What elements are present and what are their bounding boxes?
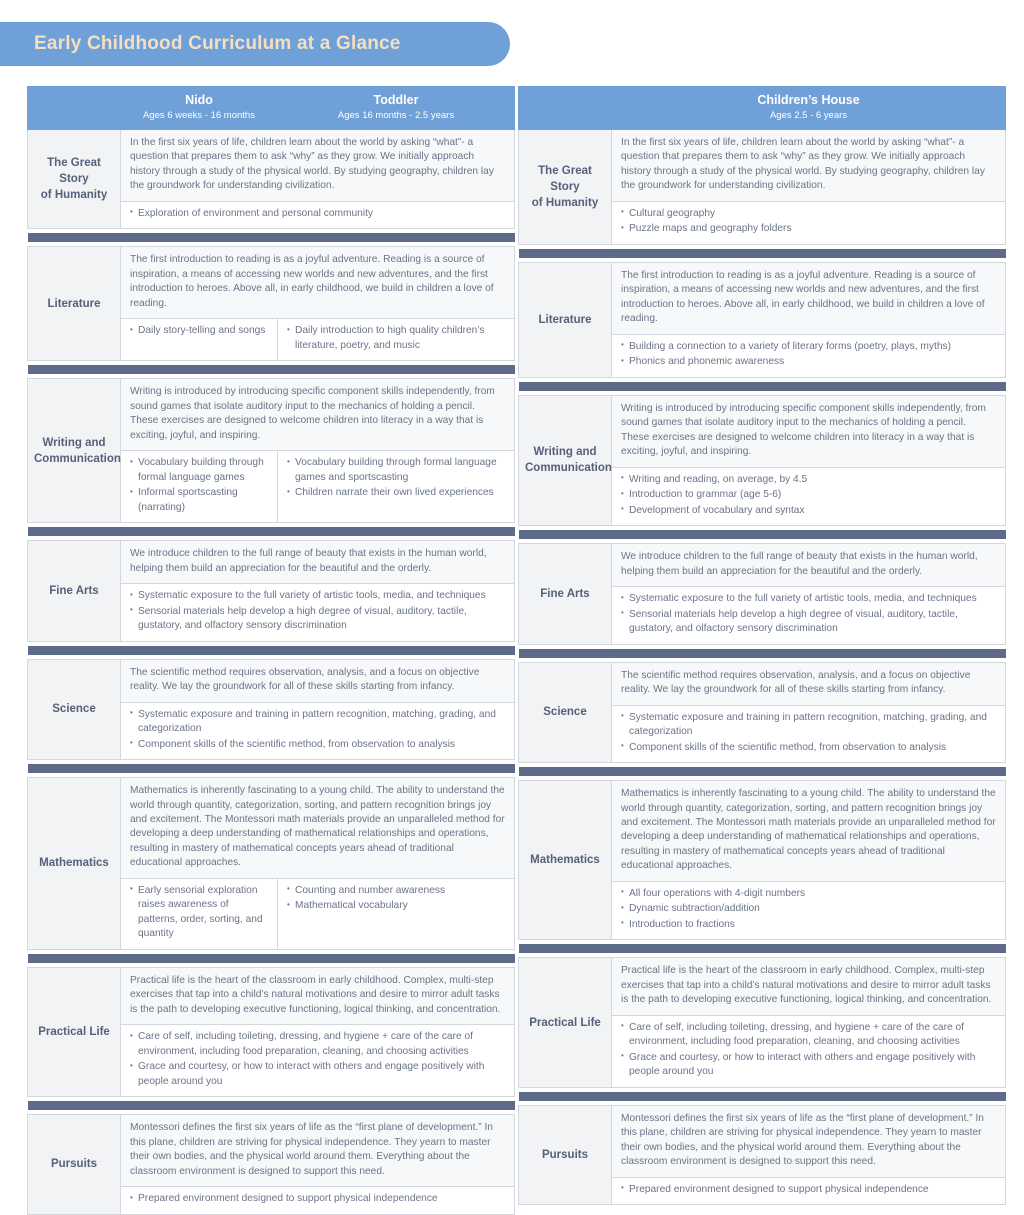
table-row — [519, 262, 1006, 334]
separator-bar — [28, 1101, 515, 1110]
table-row — [28, 541, 515, 584]
table-body-right — [519, 129, 1006, 1204]
bullet-item: • Mathematical vocabulary — [287, 899, 505, 913]
bullet-item: • Building a connection to a variety of literary forms (poetry, plays, myths) — [621, 340, 996, 354]
header-program-ages: Ages 6 weeks - 16 months — [143, 109, 255, 121]
section-separator — [519, 377, 1006, 395]
curriculum-tables — [0, 86, 1024, 1215]
separator-bar — [28, 527, 515, 536]
childrens-house-table-wrapper — [518, 86, 1005, 1215]
separator-bar — [519, 649, 1006, 658]
section-label: Science — [28, 659, 121, 759]
table-row — [28, 659, 515, 702]
bullet-item: • Early sensorial exploration raises awareness of patterns, order, sorting, and quantity — [130, 884, 268, 942]
bullet-item: • Component skills of the scientific method, from observation to analysis — [621, 741, 996, 755]
section-description: We introduce children to the full range of beauty that exists in the human world, helping them build an appreciation for the beautiful and the orderly. — [121, 541, 515, 584]
bullet-item: • Systematic exposure and training in pattern recognition, matching, grading, and categorization — [130, 708, 505, 737]
separator-bar — [519, 944, 1006, 953]
section-bullet-list — [612, 705, 1006, 762]
table-row — [519, 662, 1006, 705]
section-bullet-list — [612, 201, 1006, 244]
bullet-item: • Informal sportscasting (narrating) — [130, 486, 268, 515]
section-label: Pursuits — [28, 1115, 121, 1214]
bullet-item: • Introduction to fractions — [621, 918, 996, 932]
separator-bar — [519, 249, 1006, 258]
table-row — [28, 967, 515, 1024]
section-bullet-list — [121, 1025, 515, 1097]
section-separator — [28, 361, 515, 379]
section-label: Pursuits — [519, 1105, 612, 1204]
table-row — [519, 129, 1006, 201]
bullet-item: • Exploration of environment and personal community — [130, 207, 505, 221]
bullet-item: • Development of vocabulary and syntax — [621, 504, 996, 518]
section-separator — [28, 1097, 515, 1115]
section-description: Practical life is the heart of the classroom in early childhood. Complex, multi-step exercises that tap into a child’s natural motivations and desire to mirror adult tasks is the path to developing executive functioning, logical thinking, and concentration. — [612, 958, 1006, 1015]
table-row — [519, 958, 1006, 1015]
bullet-item: • Children narrate their own lived experiences — [287, 486, 505, 500]
bullet-item: • Systematic exposure to the full variety of artistic tools, media, and techniques — [621, 592, 996, 606]
section-description: In the first six years of life, children learn about the world by asking “what”- a question that prepares them to ask “why” as they grow. We initially approach history through a study of the physical world. By studying geography, children lay the groundwork for understanding civilization. — [612, 129, 1006, 201]
section-label: Mathematics — [519, 781, 612, 940]
section-bullet-list — [121, 584, 515, 641]
bullet-item: • Writing and reading, on average, by 4.5 — [621, 473, 996, 487]
header-program-name: Nido — [185, 93, 213, 107]
section-separator — [519, 244, 1006, 262]
section-separator — [519, 940, 1006, 958]
separator-bar — [519, 530, 1006, 539]
bullet-item: • Grace and courtesy, or how to interact with others and engage positively with people around you — [130, 1060, 505, 1089]
table-row — [519, 781, 1006, 882]
header-corner-cell — [519, 87, 612, 130]
section-description: Mathematics is inherently fascinating to a young child. The ability to understand the world through quantity, categorization, sorting, and pattern recognition brings joy and excitement. The Montessori math materials provide an unparalleled method for developing a deep understanding of mathematical relationships and operations, resulting in mastery of mathematical concepts years ahead of traditional educational approaches. — [121, 778, 515, 879]
section-description: We introduce children to the full range of beauty that exists in the human world, helping them build an appreciation for the beautiful and the orderly. — [612, 544, 1006, 587]
nido-toddler-table — [27, 86, 515, 1215]
section-label: Practical Life — [519, 958, 612, 1087]
table-header-left — [28, 87, 515, 130]
table-body-left — [28, 129, 515, 1214]
header-cell-childrens-house — [612, 87, 1006, 130]
bullet-item: • Systematic exposure and training in pattern recognition, matching, grading, and categorization — [621, 711, 996, 740]
section-label: Practical Life — [28, 967, 121, 1096]
section-separator — [519, 644, 1006, 662]
section-bullet-list — [612, 1015, 1006, 1087]
separator-bar — [519, 767, 1006, 776]
section-label: Literature — [28, 247, 121, 361]
page-title-banner — [0, 22, 510, 66]
table-header-right — [519, 87, 1006, 130]
separator-bar — [28, 764, 515, 773]
bullet-item: • Prepared environment designed to support physical independence — [130, 1192, 505, 1206]
section-label: Mathematics — [28, 778, 121, 950]
bullet-item: • Care of self, including toileting, dressing, and hygiene + care of the care of environment, including food preparation, cleaning, and choosing activities — [621, 1021, 996, 1050]
section-label: Writing and Communication — [28, 379, 121, 523]
section-description: In the first six years of life, children learn about the world by asking “what”- a question that prepares them to ask “why” as they grow. We initially approach history through a study of the physical world. By studying geography, children lay the groundwork for understanding civilization. — [121, 129, 515, 201]
section-bullet-list — [612, 587, 1006, 644]
table-row — [28, 247, 515, 319]
section-bullet-list — [121, 319, 278, 361]
section-bullet-list — [612, 467, 1006, 525]
bullet-item: • Dynamic subtraction/addition — [621, 902, 996, 916]
section-bullet-list — [121, 451, 278, 523]
bullet-item: • Grace and courtesy, or how to interact with others and engage positively with people around you — [621, 1051, 996, 1080]
table-row — [28, 129, 515, 201]
header-cell-toddler — [278, 87, 515, 130]
section-description: Montessori defines the first six years of life as the “first plane of development.” In this plane, children are striving for physical independence. They yearn to master their own bodies, and the physical world around them. Everything about the classroom environment is designed to support this need. — [612, 1105, 1006, 1177]
table-row — [519, 395, 1006, 467]
section-bullet-list — [121, 878, 278, 949]
section-description: Writing is introduced by introducing specific component skills independently, from sound games that isolate auditory input to the mechanics of holding a pencil. These exercises are designed to welcome children into literacy in a way that is exciting, joyful, and inspiring. — [121, 379, 515, 451]
table-row — [519, 1105, 1006, 1177]
header-program-name: Children’s House — [757, 93, 860, 107]
separator-bar — [28, 233, 515, 242]
bullet-item: • Sensorial materials help develop a high degree of visual, auditory, tactile, gustatory, and olfactory sensory discrimination — [621, 608, 996, 637]
separator-bar — [519, 1092, 1006, 1101]
header-row-right — [519, 87, 1006, 130]
section-label: Writing and Communication — [519, 395, 612, 525]
header-corner-cell — [28, 87, 121, 130]
bullet-item: • Introduction to grammar (age 5-6) — [621, 488, 996, 502]
table-row — [519, 544, 1006, 587]
separator-bar — [28, 646, 515, 655]
section-label: Fine Arts — [519, 544, 612, 644]
separator-bar — [28, 365, 515, 374]
section-description: The scientific method requires observation, analysis, and a focus on objective reality. We lay the groundwork for all of these skills starting from infancy. — [612, 662, 1006, 705]
section-bullet-list — [612, 881, 1006, 939]
bullet-item: • Daily introduction to high quality children’s literature, poetry, and music — [287, 324, 505, 353]
bullet-item: • Vocabulary building through formal language games — [130, 456, 268, 485]
section-description: Montessori defines the first six years of life as the “first plane of development.” In this plane, children are striving for physical independence. They yearn to master their own bodies, and the physical world around them. Everything about the classroom environment is designed to support this need. — [121, 1115, 515, 1187]
separator-bar — [28, 954, 515, 963]
separator-bar — [519, 382, 1006, 391]
section-description: Mathematics is inherently fascinating to a young child. The ability to understand the world through quantity, categorization, sorting, and pattern recognition brings joy and excitement. The Montessori math materials provide an unparalleled method for developing a deep understanding of mathematical relationships and operations, resulting in mastery of mathematical concepts years ahead of traditional educational approaches. — [612, 781, 1006, 882]
section-bullet-list — [612, 1177, 1006, 1204]
nido-toddler-table-wrapper — [27, 86, 514, 1215]
section-separator — [519, 1087, 1006, 1105]
bullet-item: • Phonics and phonemic awareness — [621, 355, 996, 369]
header-program-ages: Ages 2.5 - 6 years — [769, 109, 848, 121]
section-bullet-list — [121, 702, 515, 759]
section-separator — [28, 949, 515, 967]
table-row — [28, 1115, 515, 1187]
section-label: The Great Story of Humanity — [519, 129, 612, 244]
section-description: The first introduction to reading is as a joyful adventure. Reading is a source of inspiration, a means of accessing new worlds and new adventures, and the first introduction to heroes. Above all, in early childhood, we build in children a love of reading. — [121, 247, 515, 319]
section-description: The scientific method requires observation, analysis, and a focus on objective reality. We lay the groundwork for all of these skills starting from infancy. — [121, 659, 515, 702]
bullet-item: • Puzzle maps and geography folders — [621, 222, 996, 236]
bullet-item: • Cultural geography — [621, 207, 996, 221]
header-program-ages: Ages 16 months - 2.5 years — [337, 109, 455, 121]
bullet-item: • Vocabulary building through formal language games and sportscasting — [287, 456, 505, 485]
section-separator — [519, 526, 1006, 544]
section-description: Practical life is the heart of the classroom in early childhood. Complex, multi-step exercises that tap into a child’s natural motivations and desire to mirror adult tasks is the path to developing executive functioning, logical thinking, and concentration. — [121, 967, 515, 1024]
childrens-house-table — [518, 86, 1006, 1205]
page-title: Early Childhood Curriculum at a Glance — [34, 33, 401, 54]
section-bullet-list — [278, 878, 515, 949]
section-description: The first introduction to reading is as a joyful adventure. Reading is a source of inspiration, a means of accessing new worlds and new adventures, and the first introduction to heroes. Above all, in early childhood, we build in children a love of reading. — [612, 262, 1006, 334]
section-bullet-list — [121, 201, 515, 228]
bullet-item: • Counting and number awareness — [287, 884, 505, 898]
bullet-item: • Systematic exposure to the full variety of artistic tools, media, and techniques — [130, 589, 505, 603]
bullet-item: • All four operations with 4-digit numbers — [621, 887, 996, 901]
section-bullet-list — [278, 451, 515, 523]
table-row — [28, 778, 515, 879]
section-description: Writing is introduced by introducing specific component skills independently, from sound games that isolate auditory input to the mechanics of holding a pencil. These exercises are designed to welcome children into literacy in a way that is exciting, joyful, and inspiring. — [612, 395, 1006, 467]
section-separator — [28, 523, 515, 541]
section-separator — [28, 641, 515, 659]
section-label: Fine Arts — [28, 541, 121, 641]
header-row-left — [28, 87, 515, 130]
section-label: Science — [519, 662, 612, 762]
header-cell-nido — [121, 87, 278, 130]
section-bullet-list — [121, 1187, 515, 1214]
bullet-item: • Care of self, including toileting, dressing, and hygiene + care of the care of environment, including food preparation, cleaning, and choosing activities — [130, 1030, 505, 1059]
table-row — [28, 379, 515, 451]
section-label: The Great Story of Humanity — [28, 129, 121, 228]
bullet-item: • Sensorial materials help develop a high degree of visual, auditory, tactile, gustatory, and olfactory sensory discrimination — [130, 605, 505, 634]
section-bullet-list — [612, 334, 1006, 377]
section-bullet-list — [278, 319, 515, 361]
header-program-name: Toddler — [373, 93, 419, 107]
bullet-item: • Component skills of the scientific method, from observation to analysis — [130, 738, 505, 752]
section-label: Literature — [519, 262, 612, 377]
bullet-item: • Prepared environment designed to support physical independence — [621, 1183, 996, 1197]
section-separator — [519, 763, 1006, 781]
bullet-item: • Daily story-telling and songs — [130, 324, 268, 338]
section-separator — [28, 760, 515, 778]
section-separator — [28, 229, 515, 247]
